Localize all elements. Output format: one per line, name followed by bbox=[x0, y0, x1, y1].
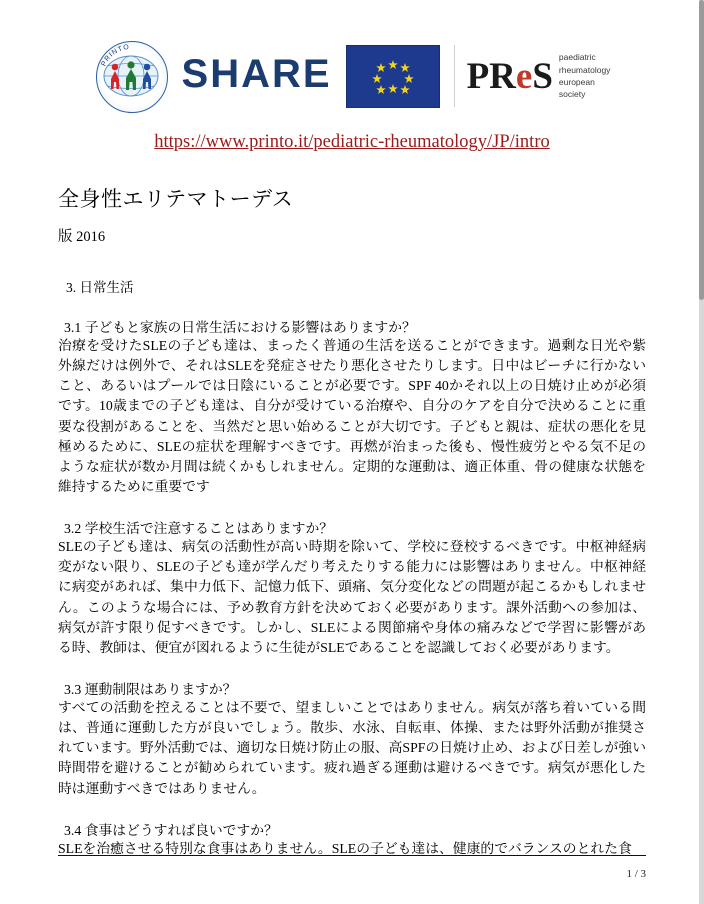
question-body-3-1: 治療を受けたSLEの子ども達は、まったく普通の生活を送ることができます。過剰な日光や紫外線だけは例外で、それはSLEを発症させたり悪化させたりします。日中はビーチに行かないこと、あるいはプールでは日陰にいることが必要です。SPF 40かそれ以上の日焼け止めが必須です。10歳までの子ども達は、自分が受けている治療や、自分のケアを自分で決めることに重要な役割があることを、当然だと思い始めることが大切です。子どもと親は、症状の悪化を見極めるために、SLEの症状を理解すべきです。再燃が治まった後も、慢性疲労とやる気不足のような症状が数か月間は続くかもしれません。定期的な運動は、適正体重、骨の健康な状態を維持するために重要です bbox=[58, 338, 646, 494]
footer-divider bbox=[58, 855, 646, 856]
document-url-link[interactable]: https://www.printo.it/pediatric-rheumatology/JP/intro bbox=[154, 132, 550, 152]
children-figures-icon bbox=[106, 59, 156, 95]
share-logo-label: SHARE bbox=[181, 52, 332, 96]
pres-logo-wordmark bbox=[466, 55, 553, 97]
pres-logo-s: S bbox=[532, 55, 553, 97]
document-header-logos bbox=[58, 34, 646, 118]
question-body-3-2: SLEの子ども達は、病気の活動性が高い時期を除いて、学校に登校するべきです。中枢神経病変がない限り、SLEの子ども達が学んだり考えたりする能力には影響はありません。中枢神経に病変があれば、集中力低下、記憶力低下、頭痛、気分変化などの問題が起こるかもしれません。このような場合には、予め教育方針を決めておく必要があります。課外活動への参加は、病気が許す限り促すべきです。しかし、SLEによる関節痛や身体の痛みなどで学習に影響がある時、教師は、便宜が図れるように生徒がSLEであることを認識しておく必要があります。 bbox=[58, 539, 646, 655]
pres-sub-line-4: society bbox=[558, 89, 586, 100]
eu-flag-icon bbox=[346, 45, 440, 108]
svg-text:PRINTO: PRINTO bbox=[99, 43, 130, 68]
footer-page-number: 1 / 3 bbox=[626, 868, 646, 880]
question-body-3-3: すべての活動を控えることは不要で、望ましいことではありません。病気が落ち着いている間は、普通に運動した方が良いでしょう。散歩、水泳、自転車、体操、または野外活動が推奨されています。野外活動では、適切な日焼け防止の服、高SPFの日焼け止め、および日差しが強い時間帯を避けることが勧められています。疲れ過ぎる運動は避けるべきです。病気が悪化した時は運動すべきではありません。 bbox=[58, 699, 646, 796]
pres-logo-cross: e bbox=[515, 55, 533, 97]
section-heading: 3. 日常生活 bbox=[66, 280, 134, 295]
scrollbar-thumb[interactable] bbox=[699, 0, 704, 300]
vertical-scrollbar[interactable] bbox=[699, 0, 704, 904]
pres-sub-line-2: rheumatology bbox=[558, 64, 611, 75]
document-version: 版 2016 bbox=[58, 229, 106, 245]
page-title: 全身性エリテマトーデス bbox=[58, 187, 294, 211]
question-heading-3-3: 3.3 運動制限はありますか？ bbox=[64, 681, 237, 697]
question-heading-3-4: 3.4 食事はどうすれば良いですか？ bbox=[64, 822, 278, 838]
pres-logo bbox=[454, 45, 611, 107]
question-heading-3-2: 3.2 学校生活で注意することはありますか？ bbox=[64, 521, 334, 537]
question-body-3-4: SLEを治癒させる特別な食事はありません。SLEの子ども達は、健康的でバランスのとれた食 bbox=[58, 840, 632, 856]
pres-sub-line-1: paediatric bbox=[558, 52, 596, 63]
pres-sub-line-3: european bbox=[558, 77, 595, 87]
printo-logo-icon bbox=[94, 39, 168, 113]
pres-logo-subtitle bbox=[559, 51, 611, 100]
pres-logo-pr: PR bbox=[466, 55, 516, 97]
question-heading-3-1: 3.1 子どもと家族の日常生活における影響はありますか？ bbox=[64, 320, 416, 335]
